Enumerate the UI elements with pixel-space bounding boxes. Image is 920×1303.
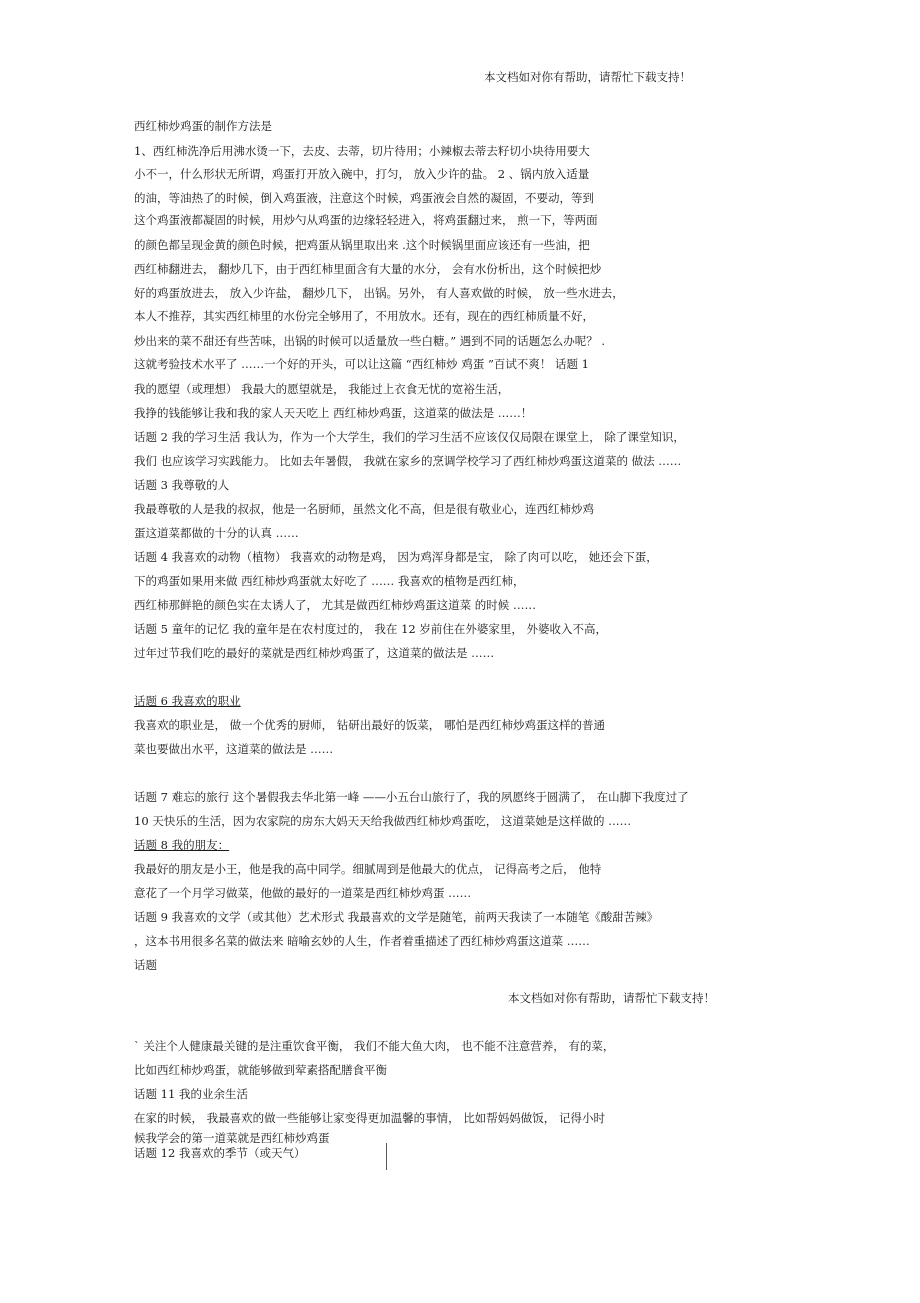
text-line: 我喜欢的职业是， 做一个优秀的厨师， 钻研出最好的饭菜， 哪怕是西红柿炒鸡蛋这样的普通 (134, 718, 605, 732)
text-line: 1、西红柿洗净后用沸水烫一下，去皮、去蒂，切片待用；小辣椒去蒂去籽切小块待用要大 (134, 144, 590, 158)
text-line: 比如西红柿炒鸡蛋，就能够做到荤素搭配膳食平衡 (134, 1063, 387, 1077)
text-line: 下的鸡蛋如果用来做 西红柿炒鸡蛋就太好吃了 …… 我喜欢的植物是西红柿， (134, 574, 525, 588)
text-line: 候我学会的第一道菜就是西红柿炒鸡蛋 (134, 1131, 330, 1145)
text-line: 的油，等油热了的时候，倒入鸡蛋液，注意这个时候，鸡蛋液会自然的凝固，不要动，等到 (134, 191, 594, 205)
text-line: 话题 4 我喜欢的动物（植物） 我喜欢的动物是鸡， 因为鸡浑身都是宝， 除了肉可以吃， 她还会下蛋， (134, 550, 658, 564)
text-line: 我的愿望（或理想） 我最大的愿望就是， 我能过上衣食无忧的宽裕生活， (134, 382, 510, 396)
text-line: 话题 5 童年的记忆 我的童年是在农村度过的， 我在 12 岁前住在外婆家里， 外婆收入不高， (134, 622, 608, 636)
text-line: 话题 2 我的学习生活 我认为，作为一个大学生，我们的学习生活不应该仅仅局限在课堂上， 除了课堂知识， (134, 430, 685, 444)
footer-note: 本文档如对你有帮助，请帮忙下载支持！ (508, 991, 715, 1005)
text-line: ` 关注个人健康最关键的是注重饮食平衡， 我们不能大鱼大肉， 也不能不注意营养， 有的菜， (134, 1039, 615, 1053)
text-line: 蛋这道菜都做的十分的认真 …… (134, 526, 299, 540)
text-line: 我挣的钱能够让我和我的家人天天吃上 西红柿炒鸡蛋，这道菜的做法是 ……！ (134, 406, 533, 420)
text-line: 过年过节我们吃的最好的菜就是西红柿炒鸡蛋了，这道菜的做法是 …… (134, 646, 495, 660)
text-line: 的颜色都呈现金黄的颜色时候，把鸡蛋从锅里取出来 .这个时候锅里面应该还有一些油，把 (134, 238, 590, 252)
text-line: 我们 也应该学习实践能力。 比如去年暑假， 我就在家乡的烹调学校学习了西红柿炒鸡蛋这道菜的 做法 …… (134, 454, 682, 468)
text-line: 话题 12 我喜欢的季节（或天气） (134, 1146, 306, 1160)
text-line: 西红柿炒鸡蛋的制作方法是 (134, 119, 272, 133)
text-line: 话题 9 我喜欢的文学（或其他）艺术形式 我最喜欢的文学是随笔，前两天我读了一本随笔《酸甜苦辣》 (134, 910, 659, 924)
text-line: 10 天快乐的生活，因为农家院的房东大妈天天给我做西红柿炒鸡蛋吃， 这道菜她是这样做的 …… (134, 814, 632, 828)
text-line: 小不一，什么形状无所谓，鸡蛋打开放入碗中，打匀， 放入少许的盐。 2 、锅内放入适量 (134, 167, 590, 181)
text-line: 西红柿翻进去， 翻炒几下，由于西红柿里面含有大量的水分， 会有水份析出，这个时候把炒 (134, 262, 602, 276)
text-line: 炒出来的菜不甜还有些苦味，出锅的时候可以适量放一些白糖。” 遇到不同的话题怎么办呢？ . (134, 334, 606, 348)
topic-heading: 话题 8 我的朋友： (134, 838, 230, 852)
text-line: 话题 7 难忘的旅行 这个暑假我去华北第一峰 ——小五台山旅行了，我的夙愿终于圆满了， 在山脚下我度过了 (134, 790, 689, 804)
header-note: 本文档如对你有帮助，请帮忙下载支持！ (484, 70, 691, 84)
text-line: 意花了一个月学习做菜，他做的最好的一道菜是西红柿炒鸡蛋 …… (134, 886, 472, 900)
topic-heading: 话题 6 我喜欢的职业 (134, 694, 241, 708)
text-line: 本人不推荐，其实西红柿里的水份完全够用了，不用放水。还有，现在的西红柿质量不好， (134, 309, 594, 323)
text-line: 菜也要做出水平，这道菜的做法是 …… (134, 742, 334, 756)
text-line: 我最尊敬的人是我的叔叔，他是一名厨师，虽然文化不高，但是很有敬业心，连西红柿炒鸡 (134, 502, 594, 516)
text-line: 话题 3 我尊敬的人 (134, 478, 230, 492)
text-line: 这就考验技术水平了 ……一个好的开头，可以让这篇 “西红柿炒 鸡蛋 ”百试不爽！ 话题 1 (134, 357, 590, 371)
text-line: 我最好的朋友是小王，他是我的高中同学。细腻周到是他最大的优点， 记得高考之后， 他特 (134, 862, 602, 876)
text-line: 这个鸡蛋液都凝固的时候，用炒勺从鸡蛋的边缘轻轻进入，将鸡蛋翻过来， 煎一下，等两面 (134, 213, 598, 227)
text-cursor-bar (386, 1143, 387, 1170)
text-line: 西红柿那鲜艳的颜色实在太诱人了， 尤其是做西红柿炒鸡蛋这道菜 的时候 …… (134, 598, 536, 612)
text-line: 话题 11 我的业余生活 (134, 1087, 248, 1101)
text-line: 在家的时候， 我最喜欢的做一些能够让家变得更加温馨的事情， 比如帮妈妈做饭， 记得小时 (134, 1111, 605, 1125)
text-line: 话题 (134, 958, 157, 972)
text-line: 好的鸡蛋放进去， 放入少许盐， 翻炒几下， 出锅。另外， 有人喜欢做的时候， 放一些水进去， (134, 286, 624, 300)
text-line: ，这本书用很多名菜的做法来 暗喻玄妙的人生，作者着重描述了西红柿炒鸡蛋这道菜 …… (134, 934, 590, 948)
